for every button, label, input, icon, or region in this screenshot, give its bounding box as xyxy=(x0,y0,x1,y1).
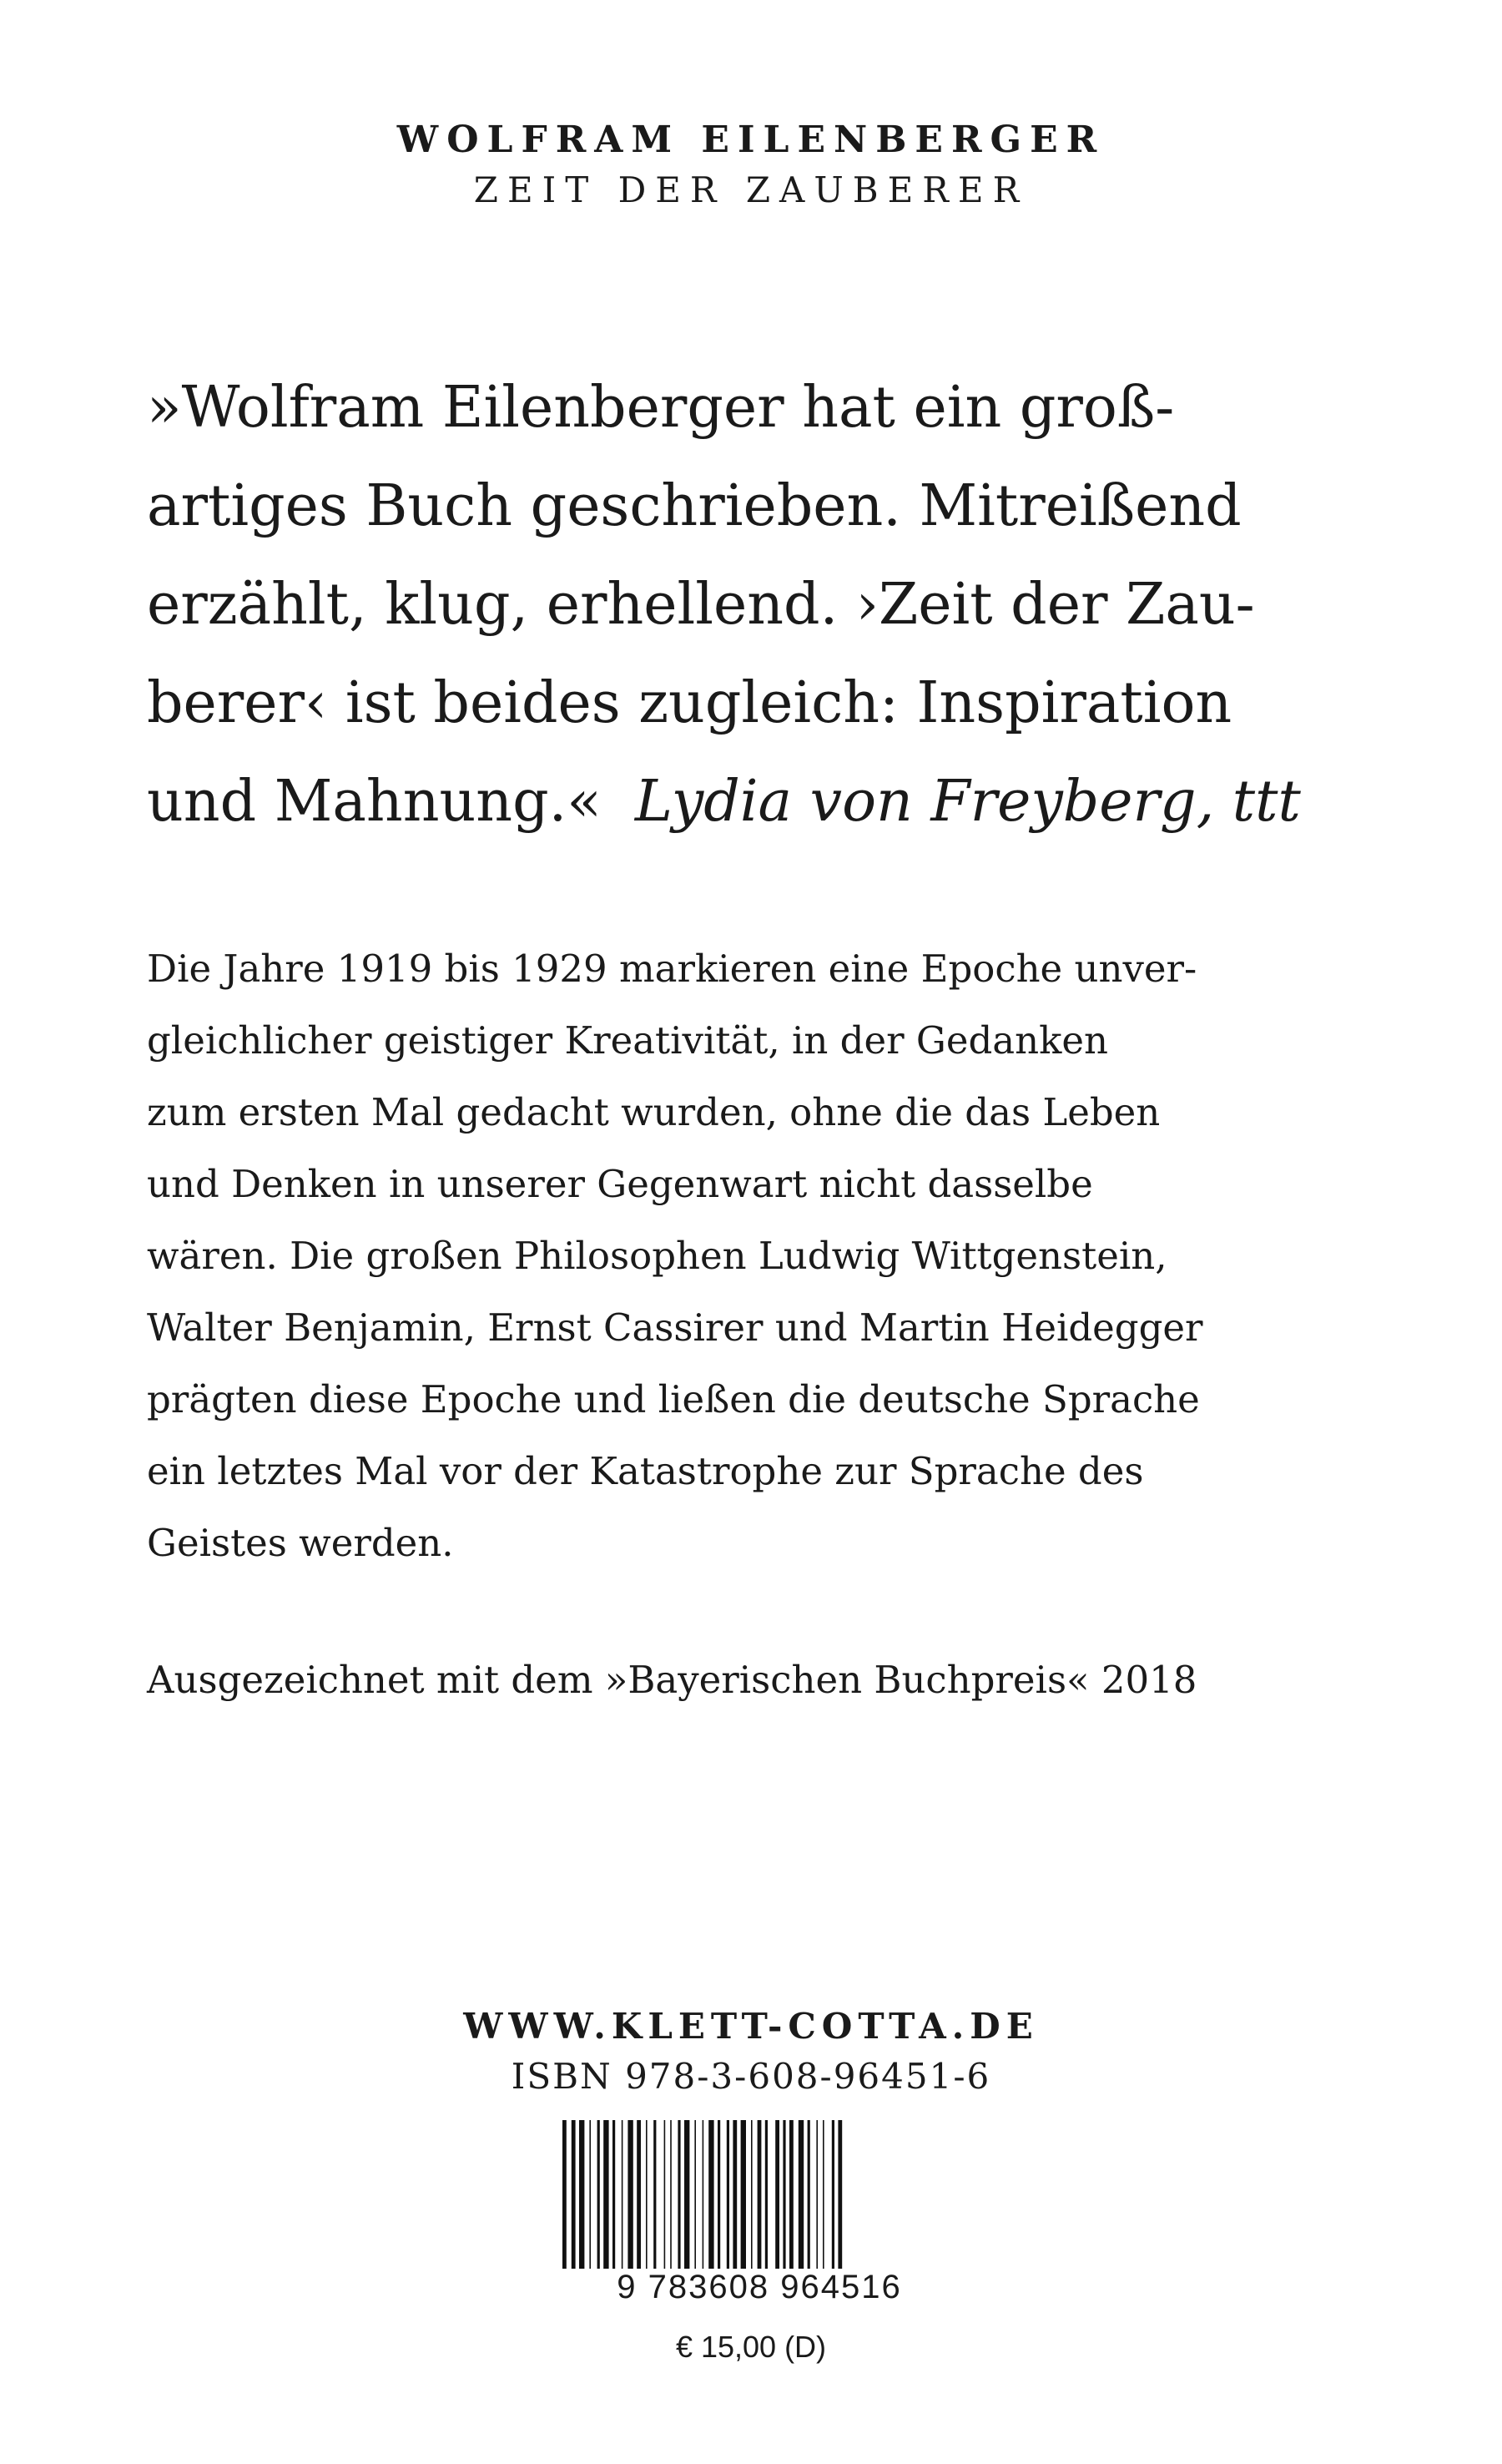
barcode-bar xyxy=(718,2120,720,2272)
description-line: wären. Die großen Philosophen Ludwig Wittgenstein, xyxy=(147,1234,1167,1278)
barcode-bar xyxy=(816,2120,818,2272)
barcode-bar xyxy=(727,2120,729,2272)
barcode-bar xyxy=(775,2120,779,2272)
award-note: Ausgezeichnet mit dem »Bayerischen Buchpreis« 2018 xyxy=(147,1658,1197,1702)
barcode-bar xyxy=(589,2120,591,2272)
quote-line-last xyxy=(147,753,1399,851)
barcode-bar xyxy=(653,2120,656,2272)
description-line: Geistes werden. xyxy=(147,1521,454,1565)
barcode-bar xyxy=(678,2120,680,2272)
barcode-bar xyxy=(823,2120,824,2272)
description-line: Die Jahre 1919 bis 1929 markieren eine Epoche unver- xyxy=(147,947,1197,991)
book-title: ZEIT DER ZAUBERER xyxy=(473,169,1029,210)
barcode-bar xyxy=(622,2120,623,2272)
book-description xyxy=(147,933,1399,1579)
description-line: Walter Benjamin, Ernst Cassirer und Martin Heidegger xyxy=(147,1305,1203,1350)
barcode-bar xyxy=(684,2120,689,2272)
barcode-bar xyxy=(799,2120,804,2272)
barcode-bar xyxy=(751,2120,753,2272)
barcode-bar xyxy=(646,2120,648,2272)
barcode-bar xyxy=(603,2120,608,2272)
publisher-website: WWW.KLETT-COTTA.DE xyxy=(463,2006,1039,2047)
description-line: prägten diese Epoche und ließen die deutsche Sprache xyxy=(147,1377,1200,1421)
barcode-bar xyxy=(758,2120,762,2272)
barcode-bar xyxy=(612,2120,615,2272)
barcode-bar xyxy=(637,2120,641,2272)
description-line: gleichlicher geistiger Kreativität, in der Gedanken xyxy=(147,1018,1108,1063)
barcode-bar xyxy=(664,2120,666,2272)
barcode-bar xyxy=(708,2120,713,2272)
isbn-number: ISBN 978-3-608-96451-6 xyxy=(511,2056,991,2097)
barcode-bar xyxy=(597,2120,600,2272)
barcode-bar xyxy=(765,2120,768,2272)
quote-line-text: und Mahnung.« xyxy=(147,769,602,835)
description-line: zum ersten Mal gedacht wurden, ohne die das Leben xyxy=(147,1090,1161,1134)
barcode-bar xyxy=(628,2120,633,2272)
price-label: € 15,00 (D) xyxy=(675,2330,827,2364)
barcode-bar xyxy=(741,2120,746,2272)
barcode-digits: 9 783608 964516 xyxy=(551,2269,968,2305)
quote-line: erzählt, klug, erhellend. ›Zeit der Zau- xyxy=(147,572,1255,638)
barcode-bar xyxy=(670,2120,672,2272)
quote-line: artiges Buch geschrieben. Mitreißend xyxy=(147,473,1242,539)
author-name: WOLFRAM EILENBERGER xyxy=(396,119,1106,161)
review-quote xyxy=(147,359,1399,851)
barcode-bar xyxy=(733,2120,737,2272)
barcode-bar xyxy=(808,2120,810,2272)
quote-line: berer‹ ist beides zugleich: Inspiration xyxy=(147,670,1232,736)
barcode-bar xyxy=(579,2120,584,2272)
barcode-bar xyxy=(694,2120,696,2272)
description-line: und Denken in unserer Gegenwart nicht dasselbe xyxy=(147,1162,1093,1206)
quote-source: Lydia von Freyberg, ttt xyxy=(634,769,1301,835)
barcode-bar xyxy=(783,2120,785,2272)
quote-line: »Wolfram Eilenberger hat ein groß- xyxy=(147,375,1175,441)
barcode-bar xyxy=(832,2120,834,2272)
description-line: ein letztes Mal vor der Katastrophe zur Sprache des xyxy=(147,1449,1144,1493)
barcode-bar xyxy=(789,2120,794,2272)
